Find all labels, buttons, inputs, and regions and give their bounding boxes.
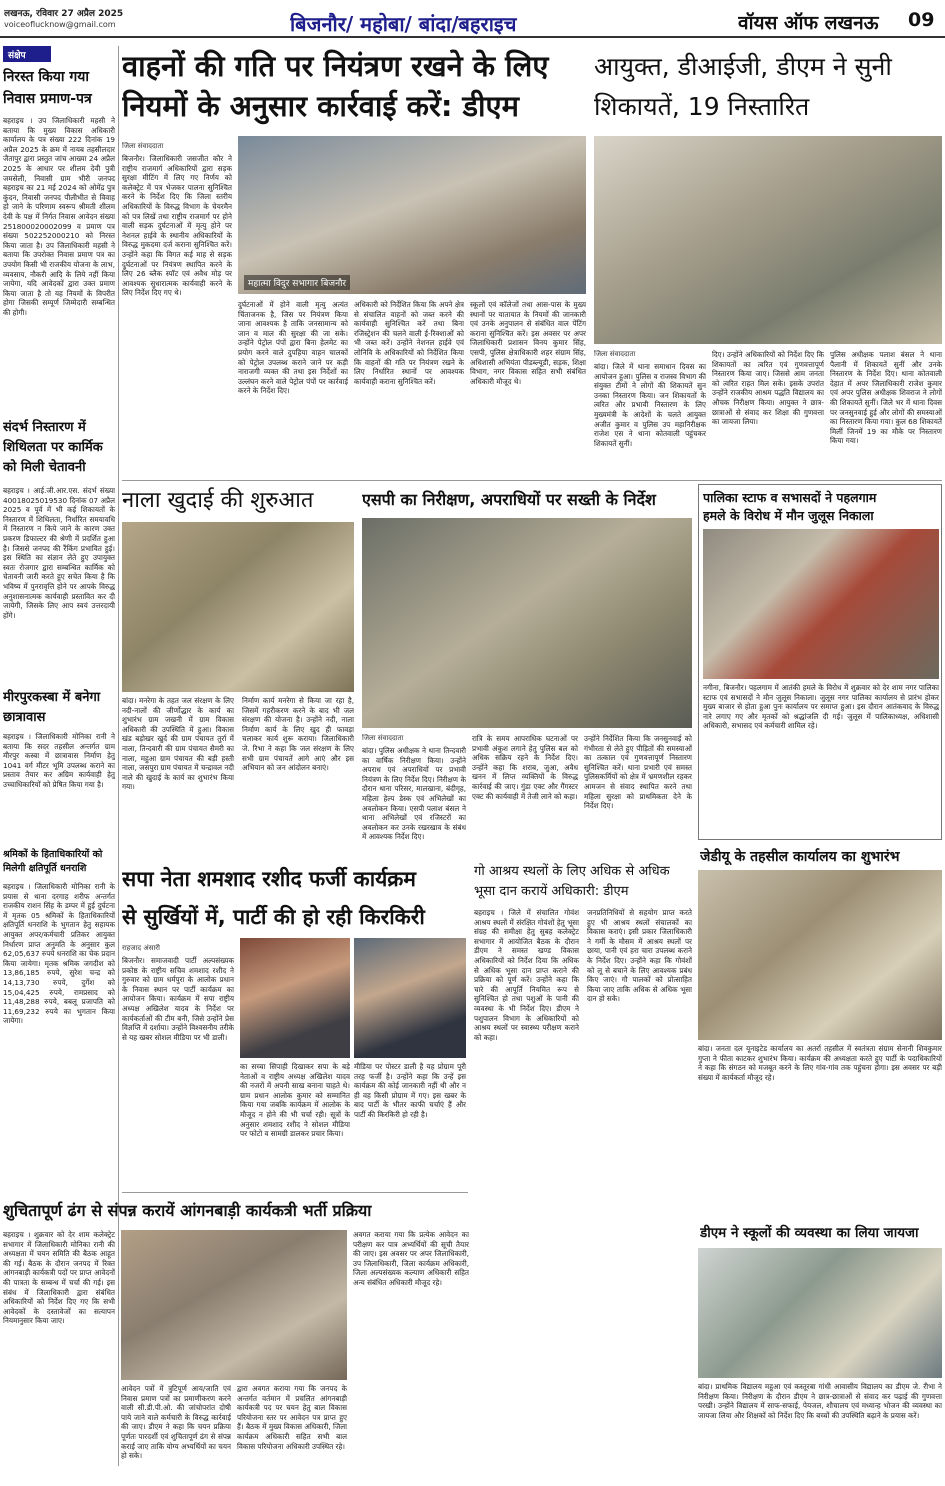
commissioner-byline: जिला संवाददाता bbox=[594, 350, 636, 358]
commissioner-photo bbox=[594, 136, 942, 344]
sp-leader-photo-2 bbox=[354, 938, 466, 1058]
commissioner-head2: शिकायतें, 19 निस्तारित bbox=[594, 92, 810, 121]
commissioner-col3: पुलिस अधीक्षक पलाश बंसल ने थाना पैलानी में शिकायतें सुनीं और उनके निस्तारण के निर्देश दिए। थाना कोतवाली देहात में अपर जिलाधिकारी राजेश कुमार एवं अपर पुलिस अधीक्षक शिवराज ने लोगों की शिकायतें सुनीं। जिले भर में थाना दिवस पर जनसुनवाई हुई और लोगों की समस्याओं का निस्तारण किया गया। कुल 68 शिकायतें मिलीं जिनमें 19 का मौके पर निस्तारण किया गया। bbox=[830, 350, 942, 446]
drain-story bbox=[122, 484, 354, 856]
sidebar-item4-head: श्रमिकों के हिताधिकारियों को मिलेगी क्षतिपूर्ति धनराशि bbox=[3, 849, 103, 874]
top-story-col1: बिजनौर। जिलाधिकारी जसजीत कौर ने राष्ट्रीय राजमार्ग अधिकारियों द्वारा सड़क सुरक्षा मीटिंग में लिए गए निर्णय को कलेक्ट्रेट में पत्र भेजकर पालना सुनिश्चित करने के निर्देश दिए कि जिला स्तरीय अधिकारियों के विरुद्ध विभाग के चेयरमैन को पत्र लिखें तथा राष्ट्रीय राजमार्ग पर होने वाली सड़क दुर्घटनाओं में मृत्यु होने पर नेशनल हाईवे के स्थानीय अधिकारियों के विरुद्ध मुकदमा दर्ज कराना सुनिश्चित करें। उन्होंने कहा कि विगत कई माह से सड़क दुर्घटनाओं पर नियंत्रण स्थापित करने के लिए 26 ब्लैक स्पॉट एवं अवैध मोड़ पर आवश्यक सुधारात्मक कार्यवाही करने के लिए निर्देश दिए गए थे। bbox=[122, 154, 232, 298]
school-head: डीएम ने स्कूलों की व्यवस्था का लिया जायजा bbox=[700, 1225, 919, 1241]
top-story-col4: स्कूलों एवं कॉलेजों तथा आस-पास के मुख्य स्थानों पर यातायात के नियमों की जानकारी एवं उनके अनुपालन से संबंधित वाल पेंटिंग कराना सुनिश्चित करें। इस अवसर पर अपर जिलाधिकारी प्रशासन विनय कुमार सिंह, एसपी, पुलिस क्षेत्राधिकारी शहर संग्राम सिंह, अधिशासी अभियंता पीडब्ल्यूडी, सड़क, शिक्षा विभाग, नगर विकास सहित सभी संबंधित अधिकारी मौजूद थे। bbox=[470, 300, 586, 386]
paper-name: वॉयस ऑफ लखनऊ bbox=[738, 12, 879, 34]
commissioner-col1: बांदा। जिले में थाना समाधान दिवस का आयोजन हुआ। पुलिस व राजस्व विभाग की संयुक्त टीमों ने लोगों की शिकायतें सुन उनका निस्तारण किया। जन शिकायतों के त्वरित और प्रभावी निस्तारण के लिए मुख्यमंत्री के आदेशों के चलते आयुक्त अजीत कुमार व पुलिस उप महानिरीक्षक राजेश एस ने थाना कोतवाली पहुंचकर शिकायतें सुनीं। bbox=[594, 362, 706, 448]
procession-story bbox=[698, 484, 942, 840]
rule-mid2 bbox=[122, 1192, 468, 1193]
commissioner-col2: दिए। उन्होंने अधिकारियों को निर्देश दिए कि शिकायतों का त्वरित एवं गुणवत्तापूर्ण निस्तारण किया जाए। जिससे आम जनता को त्वरित राहत मिल सके। इसके उपरांत उन्होंने राजकीय आश्रम पद्धति विद्यालय का औचक निरीक्षण किया। आयुक्त ने छात्र-छात्राओं से संवाद कर शिक्षा की गुणवत्ता का जायजा लिया। bbox=[712, 350, 824, 427]
drain-photo bbox=[122, 522, 354, 692]
fodder-head: गो आश्रय स्थलों के लिए अधिक से अधिक भूसा दान करायें अधिकारी: डीएम bbox=[474, 864, 670, 899]
anganwadi-photo bbox=[121, 1230, 347, 1380]
jdu-body: बांदा। जनता दल यूनाइटेड कार्यालय का अतर्रा तहसील में स्वतंत्रता संग्राम सेनानी शिवकुमार गुप्ता ने फीता काटकर शुभारंभ किया। कार्यक्रम की अध्यक्षता करते हुए पार्टी के पदाधिकारियों ने कहा कि संगठन को मजबूत करने के लिए गांव-गांव तक पहुंचना होगा। इस अवसर पर बड़ी संख्या में कार्यकर्ता मौजूद रहे। bbox=[698, 1044, 942, 1082]
school-story bbox=[698, 1220, 942, 1484]
procession-head2: हमले के विरोध में मौन जुलूस निकाला bbox=[703, 508, 874, 523]
top-story-byline: जिला संवाददाता bbox=[122, 142, 164, 150]
top-story-col3: अधिकारी को निर्देशित किया कि अपने क्षेत्र से संचालित वाहनों को जब्त करने की कार्यवाही सुनिश्चित करें तथा बिना रजिस्ट्रेशन की चलने वाली ई-रिक्शाओं को भी जब्त करें। उन्होंने नेशनल हाईवे एवं लोनिवि के अधिकारियों को निर्देशित किया कि वाहनों की गति पर नियंत्रण रखने के लिए निर्धारित स्थानों पर आवश्यक कार्यवाही कराना सुनिश्चित करें। bbox=[354, 300, 464, 386]
sp-leader-byline: राहजाद अंसारी bbox=[122, 944, 160, 952]
drain-col1: बांदा। मनरेगा के तहत जल संरक्षण के लिए नदी-नालों की जीर्णोद्धार के कार्य का शुभारंभ ग्राम जखनी में ग्राम विकास अधिकारी की उपस्थिति में हुआ। विकास खंड बड़ोखर खुर्द की ग्राम पंचायत तुर्रा में नाला, तिन्दवारी की ग्राम पंचायत सैमरी का नाला, महुआ ग्राम पंचायत की बड़ी हस्ती नाला, जसपुरा ग्राम पंचायत में चन्द्रावल नदी नाले की खुदाई के कार्य का शुभारंभ किया गया। bbox=[122, 696, 234, 792]
top-story-col2: दुर्घटनाओं में होने वाली मृत्यु अत्यंत चिंताजनक है, जिस पर नियंत्रण किया जाना आवश्यक है ताकि जनसामान्य को जान व माल की सुरक्षा की जा सके। उन्होंने पेट्रोल पंपों द्वारा बिना हेलमेट का प्रयोग करने वाले दुपहिया वाहन चालकों को पेट्रोल उपलब्ध कराने जाने पर कड़ी नाराजगी व्यक्त की तथा इस निर्देशों का उल्लंघन करने वाले पेट्रोल पंपों पर कार्रवाई करने के निर्देश दिए। bbox=[238, 300, 348, 396]
sp-head: एसपी का निरीक्षण, अपराधियों पर सख्ती के निर्देश bbox=[362, 490, 656, 509]
sp-col1: बांदा। पुलिस अधीक्षक ने थाना तिन्दवारी का वार्षिक निरीक्षण किया। उन्होंने अपराध एवं अपराधियों पर प्रभावी नियंत्रण के लिए निर्देश दिए। निरीक्षण के दौरान थाना परिसर, मालखाना, बंदीगृह, महिला हेल्प डेस्क एवं अभिलेखों का अवलोकन किया। एसपी पलाश बंसल ने थाना अभिलेखों एवं रजिस्टरों का अवलोकन कर उनके रखरखाव के संबंध में आवश्यक निर्देश दिए। bbox=[362, 746, 466, 842]
top-story bbox=[122, 44, 586, 476]
email: voiceoflucknow@gmail.com bbox=[4, 20, 116, 29]
fodder-col1: बहराइच । जिले में संचालित गोवंश आश्रय स्थलों में संरक्षित गोवंशों हेतु भूसा संग्रह की समीक्षा हेतु सुबह कलेक्ट्रेट सभागार में आयोजित बैठक के दौरान डीएम ने समस्त खण्ड विकास अधिकारियों को निर्देश दिया कि अधिक से अधिक भूसा दान प्राप्त कराने की प्रक्रिया को पूर्ण करें। उन्होंने कहा कि चारे की आपूर्ति नियमित रूप से सुनिश्चित हो तथा पशुओं के पानी की व्यवस्था के भी निर्देश दिए। डीएम ने पशुपालन विभाग के अधिकारियों को आश्रय स्थलों पर स्वास्थ्य परीक्षण कराने को कहा। bbox=[474, 908, 579, 1042]
sidebar-item4-body: बहराइच । जिलाधिकारी मोनिका रानी के प्रयास से थाना दरगाह शरीफ अन्तर्गत राजकीय राशन सिंह के डम्पर में हुई दुर्घटना में मृतक 05 श्रमिकों के हिताधिकारियों क्षतिपूर्ति धनराशि के भुगतान हेतु सहायक आयुक्त अपर/कर्मचारी प्रतिकर आयुक्त निर्धारण प्राप्त अनुमति के अनुसार कुल 62,05,637 रुपये धनराशि का चेक प्रदान किया जायेगा। मृतक श्रमिक जगदीश को 13,86,185 रुपये, सुरेश चन्द्र को 14,13,730 रुपये, दुर्गेश को 15,04,425 रुपये, रामप्रसाद को 11,48,288 रुपये, बबलू प्रजापति को 11,69,232 रुपये का भुगतान किया जायेगा। bbox=[3, 882, 115, 1026]
masthead-rule bbox=[0, 36, 945, 38]
commissioner-head1: आयुक्त, डीआईजी, डीएम ने सुनी bbox=[594, 52, 892, 81]
anganwadi-col4: अवगत कराया गया कि प्रत्येक आवेदन का परीक्षण कर पात्र अभ्यर्थियों की सूची तैयार की जाए। इस अवसर पर अपर जिलाधिकारी, उप जिलाधिकारी, जिला कार्यक्रम अधिकारी, जिला अल्पसंख्यक कल्याण अधिकारी सहित अन्य संबंधित अधिकारी मौजूद रहे। bbox=[353, 1230, 469, 1287]
sp-leader-col2: का सच्चा सिपाही दिखाकर सपा के बड़े नेताओं व राष्ट्रीय अध्यक्ष अखिलेश यादव की नजरों में अपनी साख बनाना चाहते थे। ग्राम प्रधान आलोक कुमार को सम्मानित किया गया जबकि कार्यक्रम में आलोक के मौजूद न होने की भी चर्चा रही। सूत्रों के अनुसार शमशाद रशीद ने सोशल मीडिया पर फोटो व सामग्री डालकर प्रचार किया। bbox=[240, 1062, 350, 1139]
commissioner-story bbox=[594, 44, 942, 484]
sidebar-item1-body: बहराइच । उप जिलाधिकारी महसी ने बताया कि मुख्य विकास अधिकारी कार्यालय के पत्र संख्या 222 दिनांक 19 अप्रैल 2025 के क्रम में नायब तहसीलदार जैतापुर द्वारा प्रस्तुत जांच आख्या 24 अप्रैल 2025 के आधार पर शीलम देवी पुत्री जमसेली, निवासी ग्राम भीरी जनपद बहराइच का 21 मई 2024 को ओमेंद्र पुत्र कुंदन, निवासी जनपद पीलीभीत से विवाह हो जाने के परिणाम स्वरूप श्रीमती शीलम देवी के पक्ष में निर्गत निवास आवेदन संख्या 251800020002099 व प्रमाण पत्र संख्या 502252000210 को निरस्त किया जाता है। उप जिलाधिकारी महसी ने बताया कि उपरोक्त निवास प्रमाण पत्र का उपयोग किसी भी राजकीय योजना के लाभ, व्यवसाय, नौकरी आदि के लिये नहीं किया जायेगा, यदि आवेदकों द्वारा उक्त प्रमाण किया जाता है तो यह नियमों के विपरीत होगा जिसकी सम्पूर्ण जिम्मेदारी सम्बन्धित की होगी। bbox=[3, 116, 115, 317]
sidebar-item2-head: संदर्भ निस्तारण में शिथिलता पर कार्मिक को मिली चेतावनी bbox=[3, 420, 103, 475]
jdu-photo bbox=[698, 870, 942, 1040]
rule-mid1 bbox=[122, 480, 942, 481]
sidebar-item1-head: निरस्त किया गया निवास प्रमाण-पत्र bbox=[3, 69, 92, 107]
top-story-head1: वाहनों की गति पर नियंत्रण रखने के लिए bbox=[122, 49, 549, 83]
sp-leader-photo-1 bbox=[240, 938, 350, 1058]
procession-body: नगीना, बिजनौर। पहलगाम में आतंकी हमले के विरोध में शुक्रवार को देर शाम नगर पालिका स्टाफ एवं सभासदों ने मौन जुलूस निकाला। जुलूस नगर पालिका कार्यालय से प्रारंभ होकर मुख्य बाजार से होता हुआ पुनः कार्यालय पर समाप्त हुआ। इस दौरान आतंकवाद के विरुद्ध नारे लगाए गए और मृतकों को श्रद्धांजलि दी गई। जुलूस में पालिकाध्यक्ष, अधिशासी अधिकारी, सभासद एवं कर्मचारी शामिल रहे। bbox=[703, 683, 939, 731]
sp-leader-head1: सपा नेता शमशाद रशीद फर्जी कार्यक्रम bbox=[122, 867, 416, 891]
drain-col2: निर्माण कार्य मनरेगा से किया जा रहा है, जिसमें गहरीकरण करने के बाद भी जल संरक्षण की योजना है। उन्होंने नदी, नाला निर्माण कार्य के लिए खुद ही फावड़ा चलाकर कार्य शुरू कराया। जिलाधिकारी जे. रिभा ने कहा कि जल संरक्षण के लिए सभी ग्राम पंचायतें आगे आएं और इस अभियान को जन आंदोलन बनाएं। bbox=[242, 696, 354, 773]
anganwadi-col3: द्वारा अवगत कराया गया कि जनपद के अन्तर्गत वर्तमान में प्रचलित आंगनबाड़ी कार्यकत्री पद पर चयन हेतु बाल विकास परियोजना स्तर पर आवेदन पत्र प्राप्त हुए हैं। बैठक में मुख्य विकास अधिकारी, जिला कार्यक्रम अधिकारी सहित सभी बाल विकास परियोजना अधिकारी उपस्थित रहे। bbox=[237, 1384, 347, 1451]
sp-story bbox=[362, 484, 692, 856]
anganwadi-head: शुचितापूर्ण ढंग से संपन्न करायें आंगनबाड़ी कार्यकत्री भर्ती प्रक्रिया bbox=[3, 1201, 372, 1220]
page-number: 09 bbox=[908, 9, 935, 31]
procession-photo bbox=[703, 529, 939, 679]
jdu-head: जेडीयू के तहसील कार्यालय का शुभारंभ bbox=[700, 849, 900, 865]
sp-col3: उन्होंने निर्देशित किया कि जनसुनवाई को गंभीरता से लेते हुए पीड़ितों की समस्याओं का तत्काल एवं गुणवत्तापूर्ण निस्तारण सुनिश्चित करें। थाना प्रभारी एवं समस्त पुलिसकर्मियों को क्षेत्र में भ्रमणशील रहकर आमजन से संवाद स्थापित करने तथा महिला सुरक्षा को प्राथमिकता देने के निर्देश दिए। bbox=[584, 734, 692, 811]
anganwadi-col1: बहराइच । शुक्रवार को देर शाम कलेक्ट्रेट सभागार में जिलाधिकारी मोनिका रानी की अध्यक्षता में चयन समिति की बैठक आहूत की गई। बैठक के दौरान जनपद में रिक्त आंगनबाड़ी कार्यकत्री पदों पर प्राप्त आवेदनों की पात्रता के सम्बन्ध में चर्चा की गई। इस संबंध में जिलाधिकारी द्वारा संबंधित अधिकारियों को निर्देश दिए गए कि सभी आवेदकों के दस्तावेजों का सत्यापन नियमानुसार किया जाए। bbox=[3, 1230, 115, 1326]
anganwadi-story bbox=[3, 1196, 469, 1486]
school-body: बांदा। प्राथमिक विद्यालय महुआ एवं कस्तूरबा गांधी आवासीय विद्यालय का डीएम जे. रीभा ने निरीक्षण किया। निरीक्षण के दौरान डीएम ने छात्र-छात्राओं से संवाद कर पढ़ाई की गुणवत्ता परखी। उन्होंने विद्यालय में साफ-सफाई, पेयजल, शौचालय एवं मध्यान्ह भोजन की व्यवस्था का जायजा लिया और शिक्षकों को निर्देश दिए कि बच्चों की उपस्थिति बढ़ाने के प्रयास करें। bbox=[698, 1382, 942, 1420]
sidebar-item3-body: बहराइच । जिलाधिकारी मोनिका रानी ने बताया कि सदर तहसील अन्तर्गत ग्राम मीरपुर कस्बा में छात्रावास निर्माण हेतु 1041 वर्ग मीटर भूमि उपलब्ध कराने का प्रस्ताव तैयार कर अग्रिम कार्यवाही हेतु उच्चाधिकारियों को प्रेषित किया गया है। bbox=[3, 732, 115, 789]
school-photo bbox=[698, 1248, 942, 1378]
fodder-story bbox=[474, 860, 692, 1486]
section-title: बिजनौर/ महोबा/ बांदा/बहराइच bbox=[290, 12, 517, 36]
sp-leader-head2: से सुर्खियों में, पार्टी की हो रही किरकिरी bbox=[122, 905, 425, 929]
procession-head1: पालिका स्टाफ व सभासदों ने पहलगाम bbox=[703, 490, 877, 505]
sp-byline: जिला संवाददाता bbox=[362, 734, 404, 742]
top-story-head2: नियमों के अनुसार कार्रवाई करें: डीएम bbox=[122, 89, 519, 123]
sidebar-item3-head: मीरपुरकस्बा में बनेगा छात्रावास bbox=[3, 690, 101, 725]
jdu-story bbox=[698, 844, 942, 1212]
masthead bbox=[0, 0, 945, 42]
date-line: लखनऊ, रविवार 27 अप्रैल 2025 bbox=[4, 9, 124, 19]
fodder-col2: जनप्रतिनिधियों से सहयोग प्राप्त करते हुए भी आश्रय स्थलों संचालकों का विकास कराएं। इसी प्रकार जिलाधिकारी ने गर्मी के मौसम में आश्रय स्थलों पर छाया, पानी एवं हरा चारा उपलब्ध कराने के निर्देश दिए। उन्होंने कहा कि गोवंशों को लू से बचाने के लिए आवश्यक प्रबंध किए जाएं। गौ पालकों को प्रोत्साहित किया जाए ताकि अधिक से अधिक भूसा दान हो सके। bbox=[587, 908, 692, 1004]
sp-leader-story bbox=[122, 860, 466, 1188]
anganwadi-col2: आवेदन पत्रों में त्रुटिपूर्ण आय/जाति एवं निवास प्रमाण पत्रों का प्रमाणीकरण करने वाली सी.डी.पी.ओ. की जांचोपरांत दोषी पाये जाने वाले कर्मचारी के विरुद्ध कार्रवाई की जाए। डीएम ने कहा कि चयन प्रक्रिया पूर्णतः पारदर्शी एवं शुचितापूर्ण ढंग से संपन्न कराई जाए ताकि योग्य अभ्यर्थियों का चयन हो सके। bbox=[121, 1384, 231, 1461]
sp-photo bbox=[362, 518, 692, 728]
sidebar-tag: संक्षेप bbox=[3, 46, 51, 62]
sidebar-item2-body: बहराइच । आई.जी.आर.एस. संदर्भ संख्या 40018025019530 दिनांक 07 अप्रैल 2025 व पूर्व में भी कई शिकायतों के निस्तारण में शिथिलता, निर्धारित समयावधि में निस्तारण न किये जाने के कारण उक्त प्रकरण डिफाल्टर की श्रेणी में प्रदर्शित हुआ है। जिससे जनपद की रैंकिंग प्रभावित हुई। इस स्थिति का संज्ञान लेते हुए उपायुक्त स्वतः रोजगार द्वारा सम्बन्धित कार्मिक को चेतावनी जारी करते हुए सचेत किया है कि भविष्य में पुनरावृत्ति होने पर आपके विरुद्ध अनुशासनात्मक कार्यवाही प्रस्तावित कर दी जायेगी, जिसके लिए आप स्वयं उत्तरदायी होंगे। bbox=[3, 486, 115, 620]
top-story-photo-caption: महात्मा विदुर सभागार बिजनौर bbox=[244, 275, 350, 290]
sp-leader-col1: बिजनौर। समाजवादी पार्टी अल्पसंख्यक प्रकोष्ठ के राष्ट्रीय सचिव शमशाद रशीद ने गुरुवार को ग्राम धर्मपुरा के आलोक प्रधान के निवास स्थान पर पार्टी कार्यक्रम का आयोजन किया। कार्यक्रम में सपा राष्ट्रीय अध्यक्ष अखिलेश यादव के निर्देश पर कार्यकर्ताओं की टीम बनी, जिसे उन्होंने प्रेस विज्ञप्ति में दर्शाया। उन्होंने विश्वसनीय तरीके से यह खबर सोशल मीडिया पर भी डाली। bbox=[122, 956, 234, 1042]
drain-head: नाला खुदाई की शुरुआत bbox=[122, 488, 314, 513]
sp-leader-col3: मीडिया पर पोस्टर डाली है यह प्रोग्राम पूरी तरह फर्जी है। उन्होंने कहा कि उन्हें इस कार्यक्रम की कोई जानकारी नहीं थी और न ही वह किसी प्रोग्राम में गए। इस खबर के बाद पार्टी के भीतर काफी चर्चाएं हैं और पार्टी की किरकिरी हो रही है। bbox=[354, 1062, 466, 1119]
sp-col2: रात्रि के समय आपराधिक घटनाओं पर प्रभावी अंकुश लगाने हेतु पुलिस बल को अधिक सक्रिय रहने के निर्देश दिए। उन्होंने कहा कि शराब, जुआ, अवैध खनन में लिप्त व्यक्तियों के विरुद्ध कार्रवाई की जाए। गुंडा एक्ट और गैंगस्टर एक्ट की कार्यवाही में तेजी लाने को कहा। bbox=[472, 734, 578, 801]
top-story-photo bbox=[238, 136, 586, 294]
